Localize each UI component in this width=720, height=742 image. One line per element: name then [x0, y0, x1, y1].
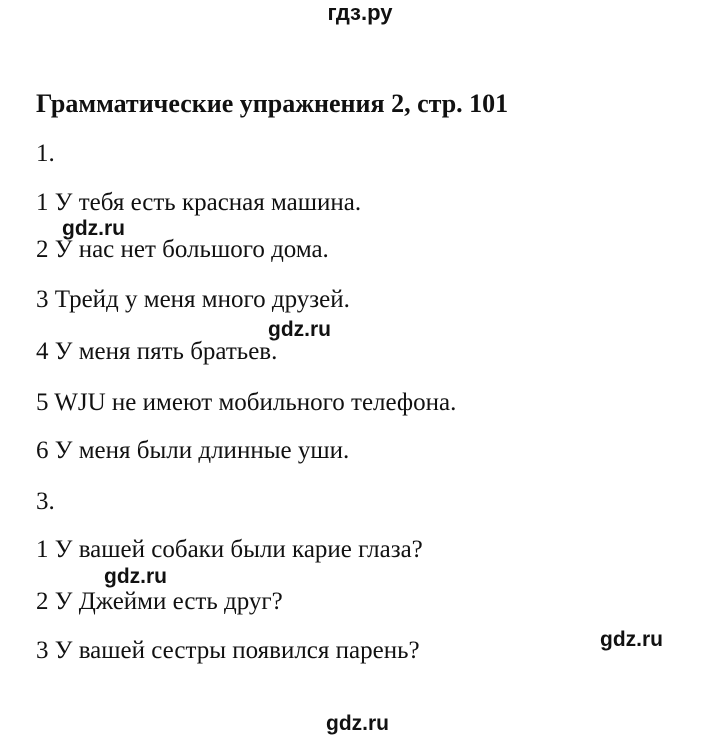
watermark: gdz.ru — [326, 712, 389, 735]
watermark: gdz.ru — [62, 217, 125, 240]
watermark: gdz.ru — [268, 318, 331, 341]
exercise-3-number: 3. — [36, 488, 55, 515]
exercise-1-line-3: 3 Трейд у меня много друзей. — [36, 286, 350, 313]
page-title: Грамматические упражнения 2, стр. 101 — [36, 89, 509, 118]
exercise-1-line-2: 2 У нас нет большого дома. — [36, 236, 329, 263]
exercise-3-line-3: 3 У вашей сестры появился парень? — [36, 637, 420, 664]
watermark: gdz.ru — [600, 628, 663, 651]
exercise-1-line-4: 4 У меня пять братьев. — [36, 338, 278, 365]
exercise-1-number: 1. — [36, 140, 55, 167]
exercise-3-line-1: 1 У вашей собаки были карие глаза? — [36, 536, 423, 563]
exercise-1-line-1: 1 У тебя есть красная машина. — [36, 189, 362, 216]
watermark: gdz.ru — [104, 565, 167, 588]
site-header: гдз.ру — [327, 0, 393, 25]
exercise-3-line-2: 2 У Джейми есть друг? — [36, 588, 283, 615]
exercise-1-line-6: 6 У меня были длинные уши. — [36, 437, 350, 464]
exercise-1-line-5: 5 WJU не имеют мобильного телефона. — [36, 389, 457, 416]
